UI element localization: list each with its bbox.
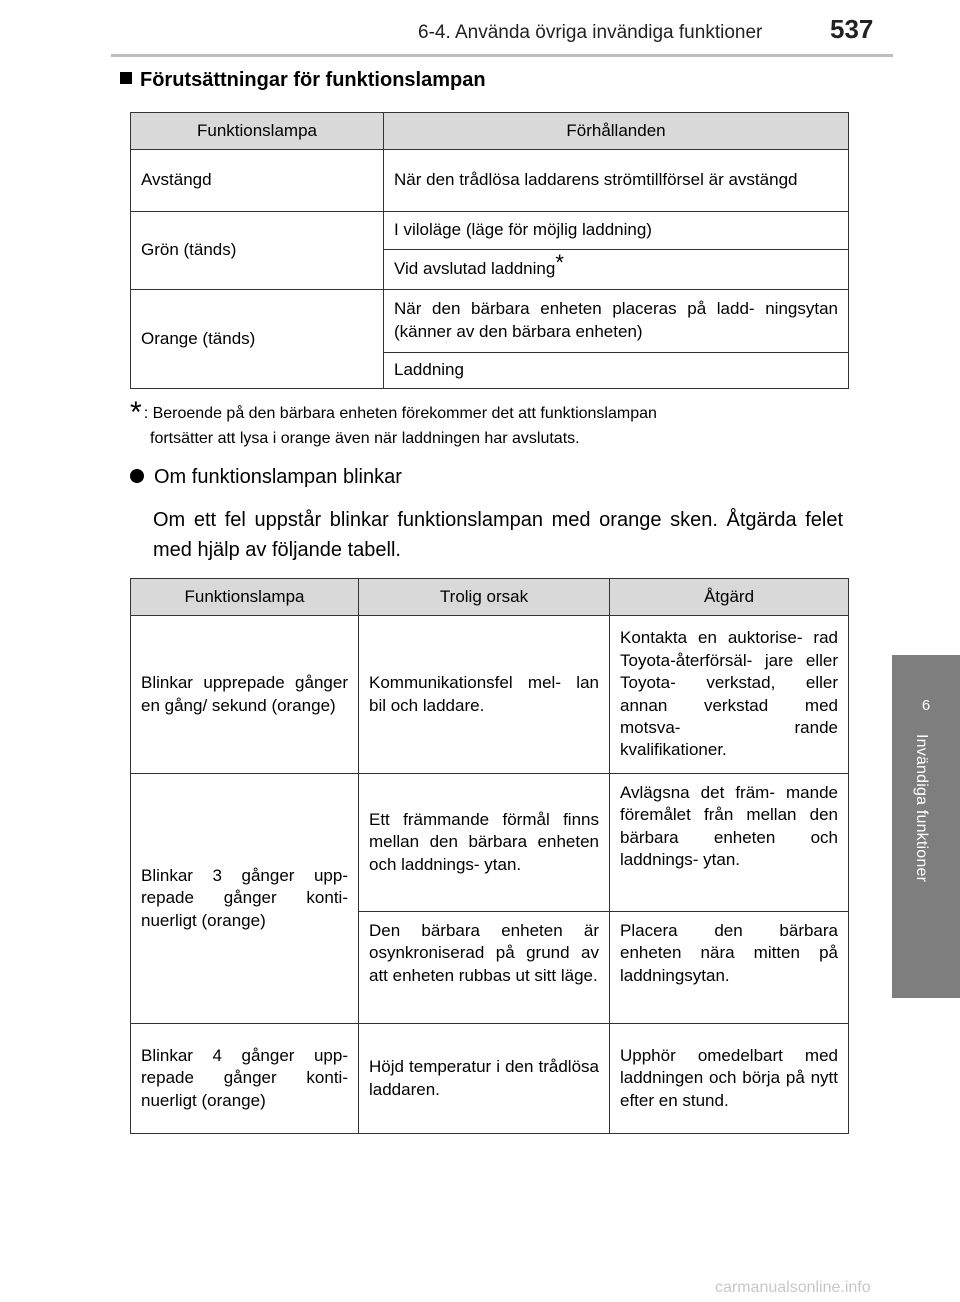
lamp-state-cell: Blinkar 3 gånger upp- repade gånger konti- nuerligt (orange)	[131, 774, 359, 1024]
table-row	[131, 774, 849, 912]
cause-cell: Ett främmande förmål finns mellan den bärbara enheten och laddnings- ytan.	[359, 774, 610, 912]
table-header-row	[131, 579, 849, 616]
lamp-state-cell: Blinkar upprepade gånger en gång/ sekund (orange)	[131, 616, 359, 774]
chapter-side-tab	[892, 655, 960, 998]
footnote-marker: *	[130, 396, 142, 429]
asterisk-marker: *	[555, 250, 564, 276]
action-cell: Upphör omedelbart med laddningen och börja på nytt efter en stund.	[610, 1024, 849, 1134]
condition-cell: I viloläge (läge för möjlig laddning)	[384, 212, 849, 250]
page-number: 537	[830, 14, 874, 44]
table-row	[131, 290, 849, 353]
table-row	[131, 212, 849, 250]
round-bullet-icon	[130, 469, 144, 483]
column-header: Funktionslampa	[131, 113, 384, 150]
action-cell: Avlägsna det främ- mande föremålet från mellan den bärbara enheten och laddnings- ytan.	[610, 774, 849, 912]
table-row	[131, 150, 849, 212]
footnote	[130, 396, 842, 452]
section-title: 6-4. Använda övriga invändiga funktioner	[418, 22, 763, 43]
lamp-state-cell: Avstängd	[131, 150, 384, 212]
table-header-row	[131, 113, 849, 150]
cause-cell: Kommunikationsfel mel- lan bil och laddare.	[359, 616, 610, 774]
condition-text: Vid avslutad laddning	[394, 259, 556, 279]
column-header: Funktionslampa	[131, 579, 359, 616]
section-heading	[120, 69, 486, 92]
lamp-state-cell: Grön (tänds)	[131, 212, 384, 290]
lamp-state-cell: Orange (tänds)	[131, 290, 384, 389]
column-header: Förhållanden	[384, 113, 849, 150]
condition-cell: Laddning	[384, 353, 849, 389]
cause-cell: Höjd temperatur i den trådlösa laddaren.	[359, 1024, 610, 1134]
header-divider	[111, 54, 893, 57]
bullet-heading-text: Om funktionslampan blinkar	[154, 466, 402, 488]
watermark: carmanualsonline.info	[715, 1279, 871, 1296]
table-row	[131, 616, 849, 774]
chapter-number: 6	[921, 697, 931, 714]
condition-cell	[384, 250, 849, 290]
section-heading-text: Förutsättningar för funktionslampan	[140, 69, 486, 91]
blinking-lamp-table	[130, 578, 849, 1134]
condition-cell: När den bärbara enheten placeras på ladd- ningsytan (känner av den bärbara enheten)	[384, 290, 849, 353]
lamp-state-cell: Blinkar 4 gånger upp- repade gånger konti- nuerligt (orange)	[131, 1024, 359, 1134]
column-header: Trolig orsak	[359, 579, 610, 616]
table-row	[131, 1024, 849, 1134]
square-bullet-icon	[120, 72, 132, 84]
body-paragraph: Om ett fel uppstår blinkar funktionslampan med orange sken. Åtgärda felet med hjälp av följande tabell.	[153, 509, 843, 561]
action-cell: Kontakta en auktorise- rad Toyota-återförsäl- jare eller Toyota- verkstad, eller annan verkstad med motsva- rande kvalifikationer.	[610, 616, 849, 774]
column-header: Åtgärd	[610, 579, 849, 616]
bullet-heading	[130, 466, 402, 489]
action-cell: Placera den bärbara enheten nära mitten på laddningsytan.	[610, 912, 849, 1024]
lamp-conditions-table	[130, 112, 849, 389]
condition-cell: När den trådlösa laddarens strömtillförsel är avstängd	[384, 150, 849, 212]
cause-cell: Den bärbara enheten är osynkroniserad på grund av att enheten rubbas ut sitt läge.	[359, 912, 610, 1024]
chapter-label: Invändiga funktioner	[913, 734, 930, 883]
footnote-line-1: : Beroende på den bärbara enheten förekommer det att funktionslampan	[143, 405, 657, 422]
footnote-line-2: fortsätter att lysa i orange även när laddningen har avslutats.	[150, 429, 580, 447]
